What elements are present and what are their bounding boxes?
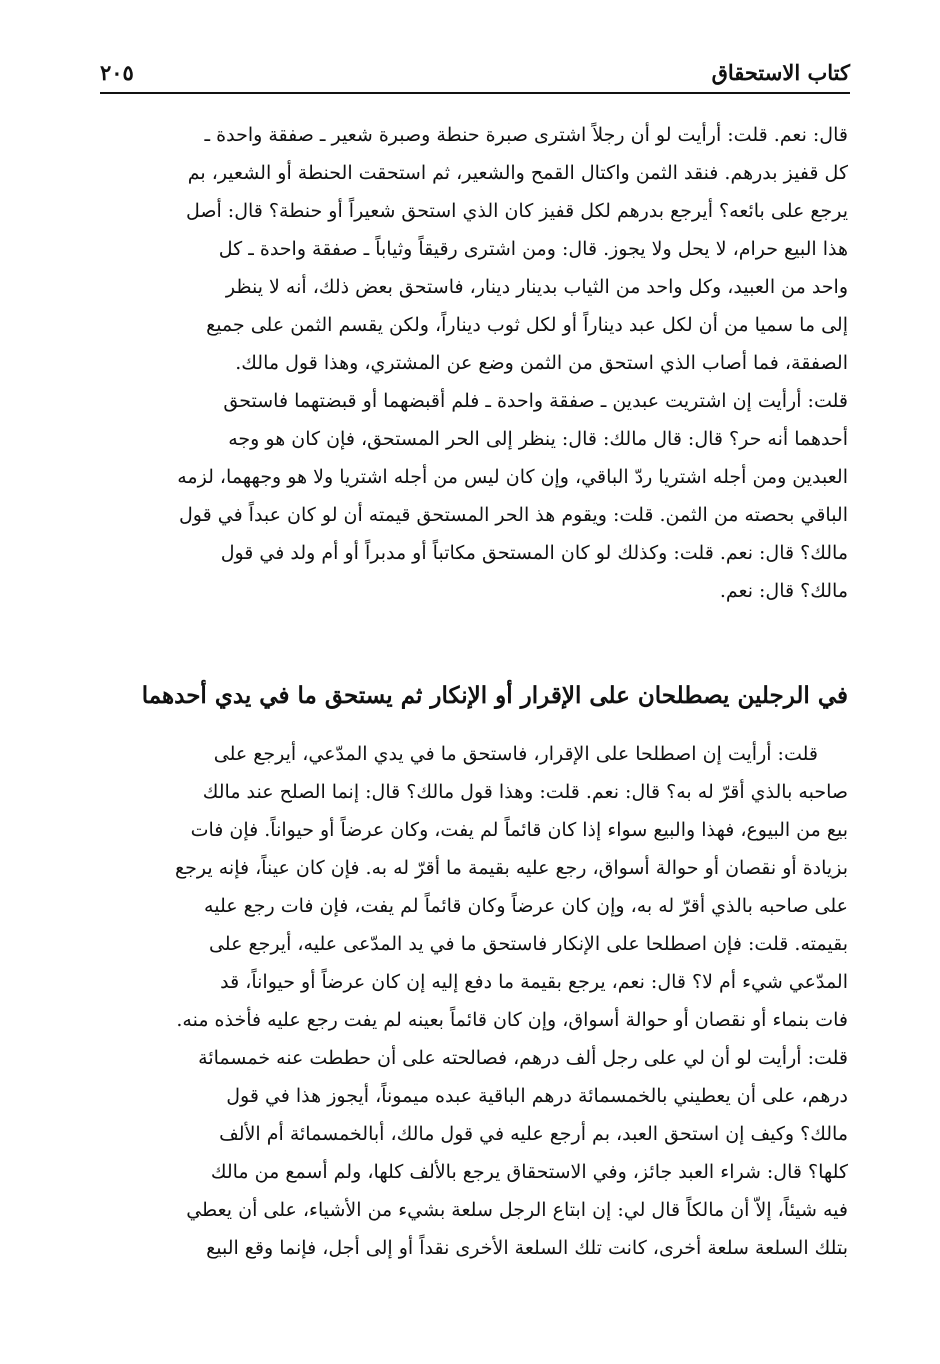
text-line: بتلك السلعة سلعة أخرى، كانت تلك السلعة الأخرى نقداً أو إلى أجل، فإنما وقع البيع	[206, 1237, 848, 1259]
text-line: قلت: أرأيت لو أن لي على رجل ألف درهم، فصالحته على أن حططت عنه خمسمائة	[198, 1047, 848, 1069]
text-line: فات بنماء أو نقصان أو حوالة أسواق، وإن كان قائماً بعينه لم يفت رجع عليه فأخذه منه.	[176, 1009, 848, 1031]
text-line: مالك؟ قال: نعم.	[719, 580, 848, 602]
section-heading: في الرجلين يصطلحان على الإقرار أو الإنكار ثم يستحق ما في يدي أحدهما	[141, 682, 848, 709]
text-line: قلت: أرأيت إن اصطلحا على الإقرار، فاستحق ما في يدي المدّعي، أيرجع على	[213, 743, 818, 765]
text-line: درهم، على أن يعطيني بالخمسمائة درهم الباقية عبده ميموناً، أيجوز هذا في قول	[226, 1085, 848, 1107]
text-line: الباقي بحصته من الثمن. قلت: ويقوم هذ الحر المستحق قيمته أن لو كان عبداً في قول	[178, 504, 848, 526]
text-line: هذا البيع حرام، لا يحل ولا يجوز. قال: ومن اشترى رقيقاً وثياباً ـ صفقة واحدة ـ كل	[218, 238, 848, 260]
text-line: واحد من العبيد، وكل واحد من الثياب بدينار دينار، فاستحق بعض ذلك، أنه لا ينظر	[225, 276, 848, 298]
text-line: بقيمته. قلت: فإن اصطلحا على الإنكار فاستحق ما في يد المدّعى عليه، أيرجع على	[208, 933, 848, 955]
text-line: يرجع على بائعه؟ أيرجع بدرهم لكل قفيز كان الذي استحق شعيراً أو حنطة؟ قال: أصل	[185, 200, 848, 222]
text-line: على صاحبه بالذي أقرّ له به، وإن كان عرضاً وكان قائماً لم يفت، فإن فات رجع عليه	[204, 895, 848, 917]
running-head	[100, 56, 850, 94]
text-line: إلى ما سميا من أن لكل عبد ديناراً أو لكل ثوب ديناراً، ولكن يقسم الثمن على جميع	[206, 314, 848, 336]
text-line: كل قفيز بدرهم. فنقد الثمن واكتال القمح والشعير، ثم استحقت الحنطة أو الشعير، بم	[187, 162, 848, 184]
text-line: العبدين ومن أجله اشتريا ردّ الباقي، وإن كان ليس من أجله اشتريا ولا هو وجههما، لزمه	[177, 466, 848, 488]
text-line: مالك؟ وكيف إن استحق العبد، بم أرجع عليه في قول مالك، أبالخمسمائة أم الألف	[219, 1123, 848, 1145]
text-line: قلت: أرأيت إن اشتريت عبدين ـ صفقة واحدة ـ فلم أقبضهما أو قبضتهما فاستحق	[223, 390, 848, 412]
text-line: الصفقة، فما أصاب الذي استحق من الثمن وضع عن المشتري، وهذا قول مالك.	[235, 352, 848, 374]
text-line: فيه شيئاً، إلاّ أن مالكاً قال لي: إن ابتاع الرجل سلعة بشيء من الأشياء، على أن يعطي	[186, 1199, 848, 1221]
text-line: كلها؟ قال: شراء العبد جائز، وفي الاستحقاق يرجع بالألف كلها، ولم أسمع من مالك	[210, 1161, 848, 1183]
text-line: صاحبه بالذي أقرّ له به؟ قال: نعم. قلت: وهذا قول مالك؟ قال: إنما الصلح عند مالك	[202, 781, 848, 803]
text-line: بيع من البيوع، فهذا والبيع سواء إذا كان قائماً لم يفت، وكان عرضاً أو حيواناً. فإن فات	[190, 819, 848, 841]
text-line: بزيادة أو نقصان أو حوالة أسواق، رجع عليه بقيمة ما أقرّ له به. فإن كان عيناً، فإنه يرجع	[175, 857, 848, 879]
text-line: قال: نعم. قلت: أرأيت لو أن رجلاً اشترى صبرة حنطة وصبرة شعير ـ صفقة واحدة ـ	[204, 124, 848, 146]
text-line: مالك؟ قال: نعم. قلت: وكذلك لو كان المستحق مكاتباً أو مدبراً أو أم ولد في قول	[220, 542, 848, 564]
passage-1	[100, 116, 848, 610]
page-number: ٢٠٥	[100, 60, 134, 85]
passage-2	[100, 735, 848, 1267]
text-line: المدّعي شيء أم لا؟ قال: نعم، يرجع بقيمة ما دفع إليه إن كان عرضاً أو حيواناً، قد	[220, 971, 848, 993]
book-title: كتاب الاستحقاق	[711, 60, 850, 85]
text-line: أحدهما أنه حر؟ قال: قال مالك: قال: ينظر إلى الحر المستحق، فإن كان هو وجه	[228, 428, 848, 450]
